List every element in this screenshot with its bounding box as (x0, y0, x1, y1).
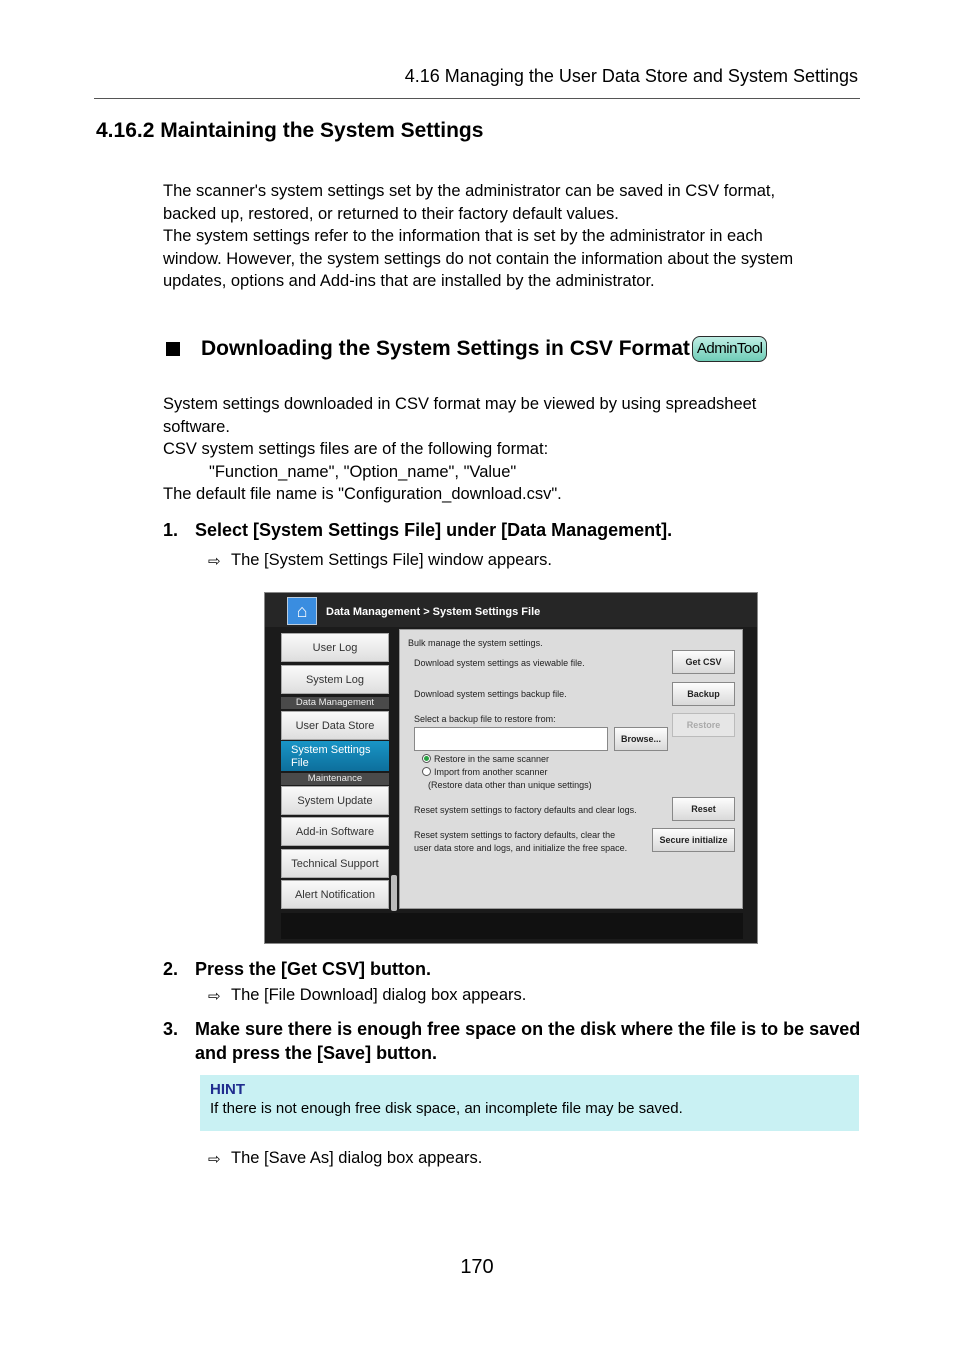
step-3-result (208, 1149, 482, 1168)
arrow-right-icon: ⇨ (208, 987, 221, 1005)
hint-title: HINT (210, 1081, 245, 1098)
reset-button[interactable]: Reset (672, 797, 735, 821)
system-settings-screenshot (264, 592, 758, 944)
arrow-right-icon: ⇨ (208, 552, 221, 570)
secure-initialize-button[interactable]: Secure initialize (652, 828, 735, 852)
settings-panel (399, 629, 743, 909)
csv-info-line: CSV system settings files are of the following format: (163, 440, 549, 458)
step-3 (163, 1017, 863, 1065)
bulk-manage-text: Bulk manage the system settings. (408, 638, 543, 648)
sidebar-item-alert-notification[interactable]: Alert Notification (281, 880, 389, 909)
sidebar-item-user-data-store[interactable]: User Data Store (281, 711, 389, 740)
csv-default-name: The default file name is "Configuration_download.csv". (163, 485, 562, 503)
restore-button[interactable]: Restore (672, 713, 735, 737)
step-number: 2. (163, 959, 179, 979)
screenshot-bottom-bar (281, 913, 743, 939)
step-number: 3. (163, 1019, 179, 1039)
select-backup-text: Select a backup file to restore from: (414, 714, 556, 724)
hint-box (200, 1075, 859, 1131)
header-divider (94, 98, 860, 99)
step-text: Press the [Get CSV] button. (195, 959, 432, 979)
intro-paragraph (163, 180, 863, 293)
result-text: The [File Download] dialog box appears. (231, 986, 527, 1004)
admintool-badge: AdminTool (692, 336, 768, 362)
reset-text: Reset system settings to factory defaults and clear logs. (414, 805, 637, 815)
home-icon[interactable]: ⌂ (287, 597, 317, 625)
download-csv-text: Download system settings as viewable file. (414, 658, 585, 668)
step-2 (163, 957, 863, 981)
result-text: The [System Settings File] window appears. (231, 551, 552, 569)
sidebar-item-technical-support[interactable]: Technical Support (281, 849, 389, 878)
radio-restore-same[interactable] (422, 754, 431, 763)
step-text: Make sure there is enough free space on the disk where the file is to be saved and press the [Save] button. (195, 1019, 861, 1063)
backup-button[interactable]: Backup (672, 682, 735, 706)
step-1 (163, 518, 863, 542)
arrow-right-icon: ⇨ (208, 1150, 221, 1168)
intro-line: backed up, restored, or returned to their factory default values. (163, 204, 619, 223)
step-number: 1. (163, 520, 179, 540)
browse-button[interactable]: Browse... (614, 727, 668, 751)
intro-line: The scanner's system settings set by the administrator can be saved in CSV format, (163, 182, 776, 200)
secure-init-text-line: Reset system settings to factory defaults, clear the (414, 830, 616, 840)
csv-format: "Function_name", "Option_name", "Value" (209, 462, 517, 481)
get-csv-button[interactable]: Get CSV (672, 650, 735, 674)
radio-import-other[interactable] (422, 767, 431, 776)
step-1-result (208, 551, 552, 570)
intro-line: window. However, the system settings do not contain the information about the system (163, 249, 794, 268)
sidebar-item-addin-software[interactable]: Add-in Software (281, 817, 389, 846)
screenshot-topbar (265, 593, 757, 627)
step-2-result (208, 986, 526, 1005)
download-backup-text: Download system settings backup file. (414, 689, 567, 699)
sidebar-item-user-log[interactable]: User Log (281, 633, 389, 662)
step-text: Select [System Settings File] under [Data Management]. (195, 520, 673, 540)
csv-info-line: software. (163, 417, 230, 436)
page-number: 170 (460, 1256, 494, 1278)
radio-import-other-note: (Restore data other than unique settings) (428, 780, 592, 790)
result-text: The [Save As] dialog box appears. (231, 1149, 483, 1167)
square-bullet-icon (166, 342, 180, 356)
intro-line: The system settings refer to the information that is set by the administrator in each (163, 227, 763, 245)
secure-init-text-line: user data store and logs, and initialize the free space. (414, 843, 628, 853)
sidebar-scrollbar[interactable] (391, 875, 397, 911)
subsection-heading (163, 336, 767, 362)
sidebar-item-system-update[interactable]: System Update (281, 786, 389, 815)
sidebar-header-data-management: Data Management (281, 697, 389, 709)
sidebar-item-system-log[interactable]: System Log (281, 665, 389, 694)
radio-import-other-label: Import from another scanner (434, 767, 548, 777)
intro-line: updates, options and Add-ins that are installed by the administrator. (163, 272, 655, 290)
radio-restore-same-label: Restore in the same scanner (434, 754, 550, 764)
screenshot-breadcrumb: Data Management > System Settings File (326, 606, 541, 618)
section-title: 4.16.2 Maintaining the System Settings (96, 119, 484, 142)
backup-file-input[interactable] (414, 727, 608, 751)
csv-info-line: System settings downloaded in CSV format may be viewed by using spreadsheet (163, 395, 757, 413)
running-header: 4.16 Managing the User Data Store and System Settings (404, 66, 858, 86)
csv-info-paragraph (163, 393, 863, 506)
hint-text: If there is not enough free disk space, an incomplete file may be saved. (210, 1100, 683, 1117)
sidebar-header-maintenance: Maintenance (281, 773, 389, 785)
subsection-title: Downloading the System Settings in CSV Format (201, 337, 690, 360)
screenshot-sidebar (281, 629, 389, 911)
sidebar-item-system-settings-file[interactable]: System Settings File (281, 741, 389, 771)
